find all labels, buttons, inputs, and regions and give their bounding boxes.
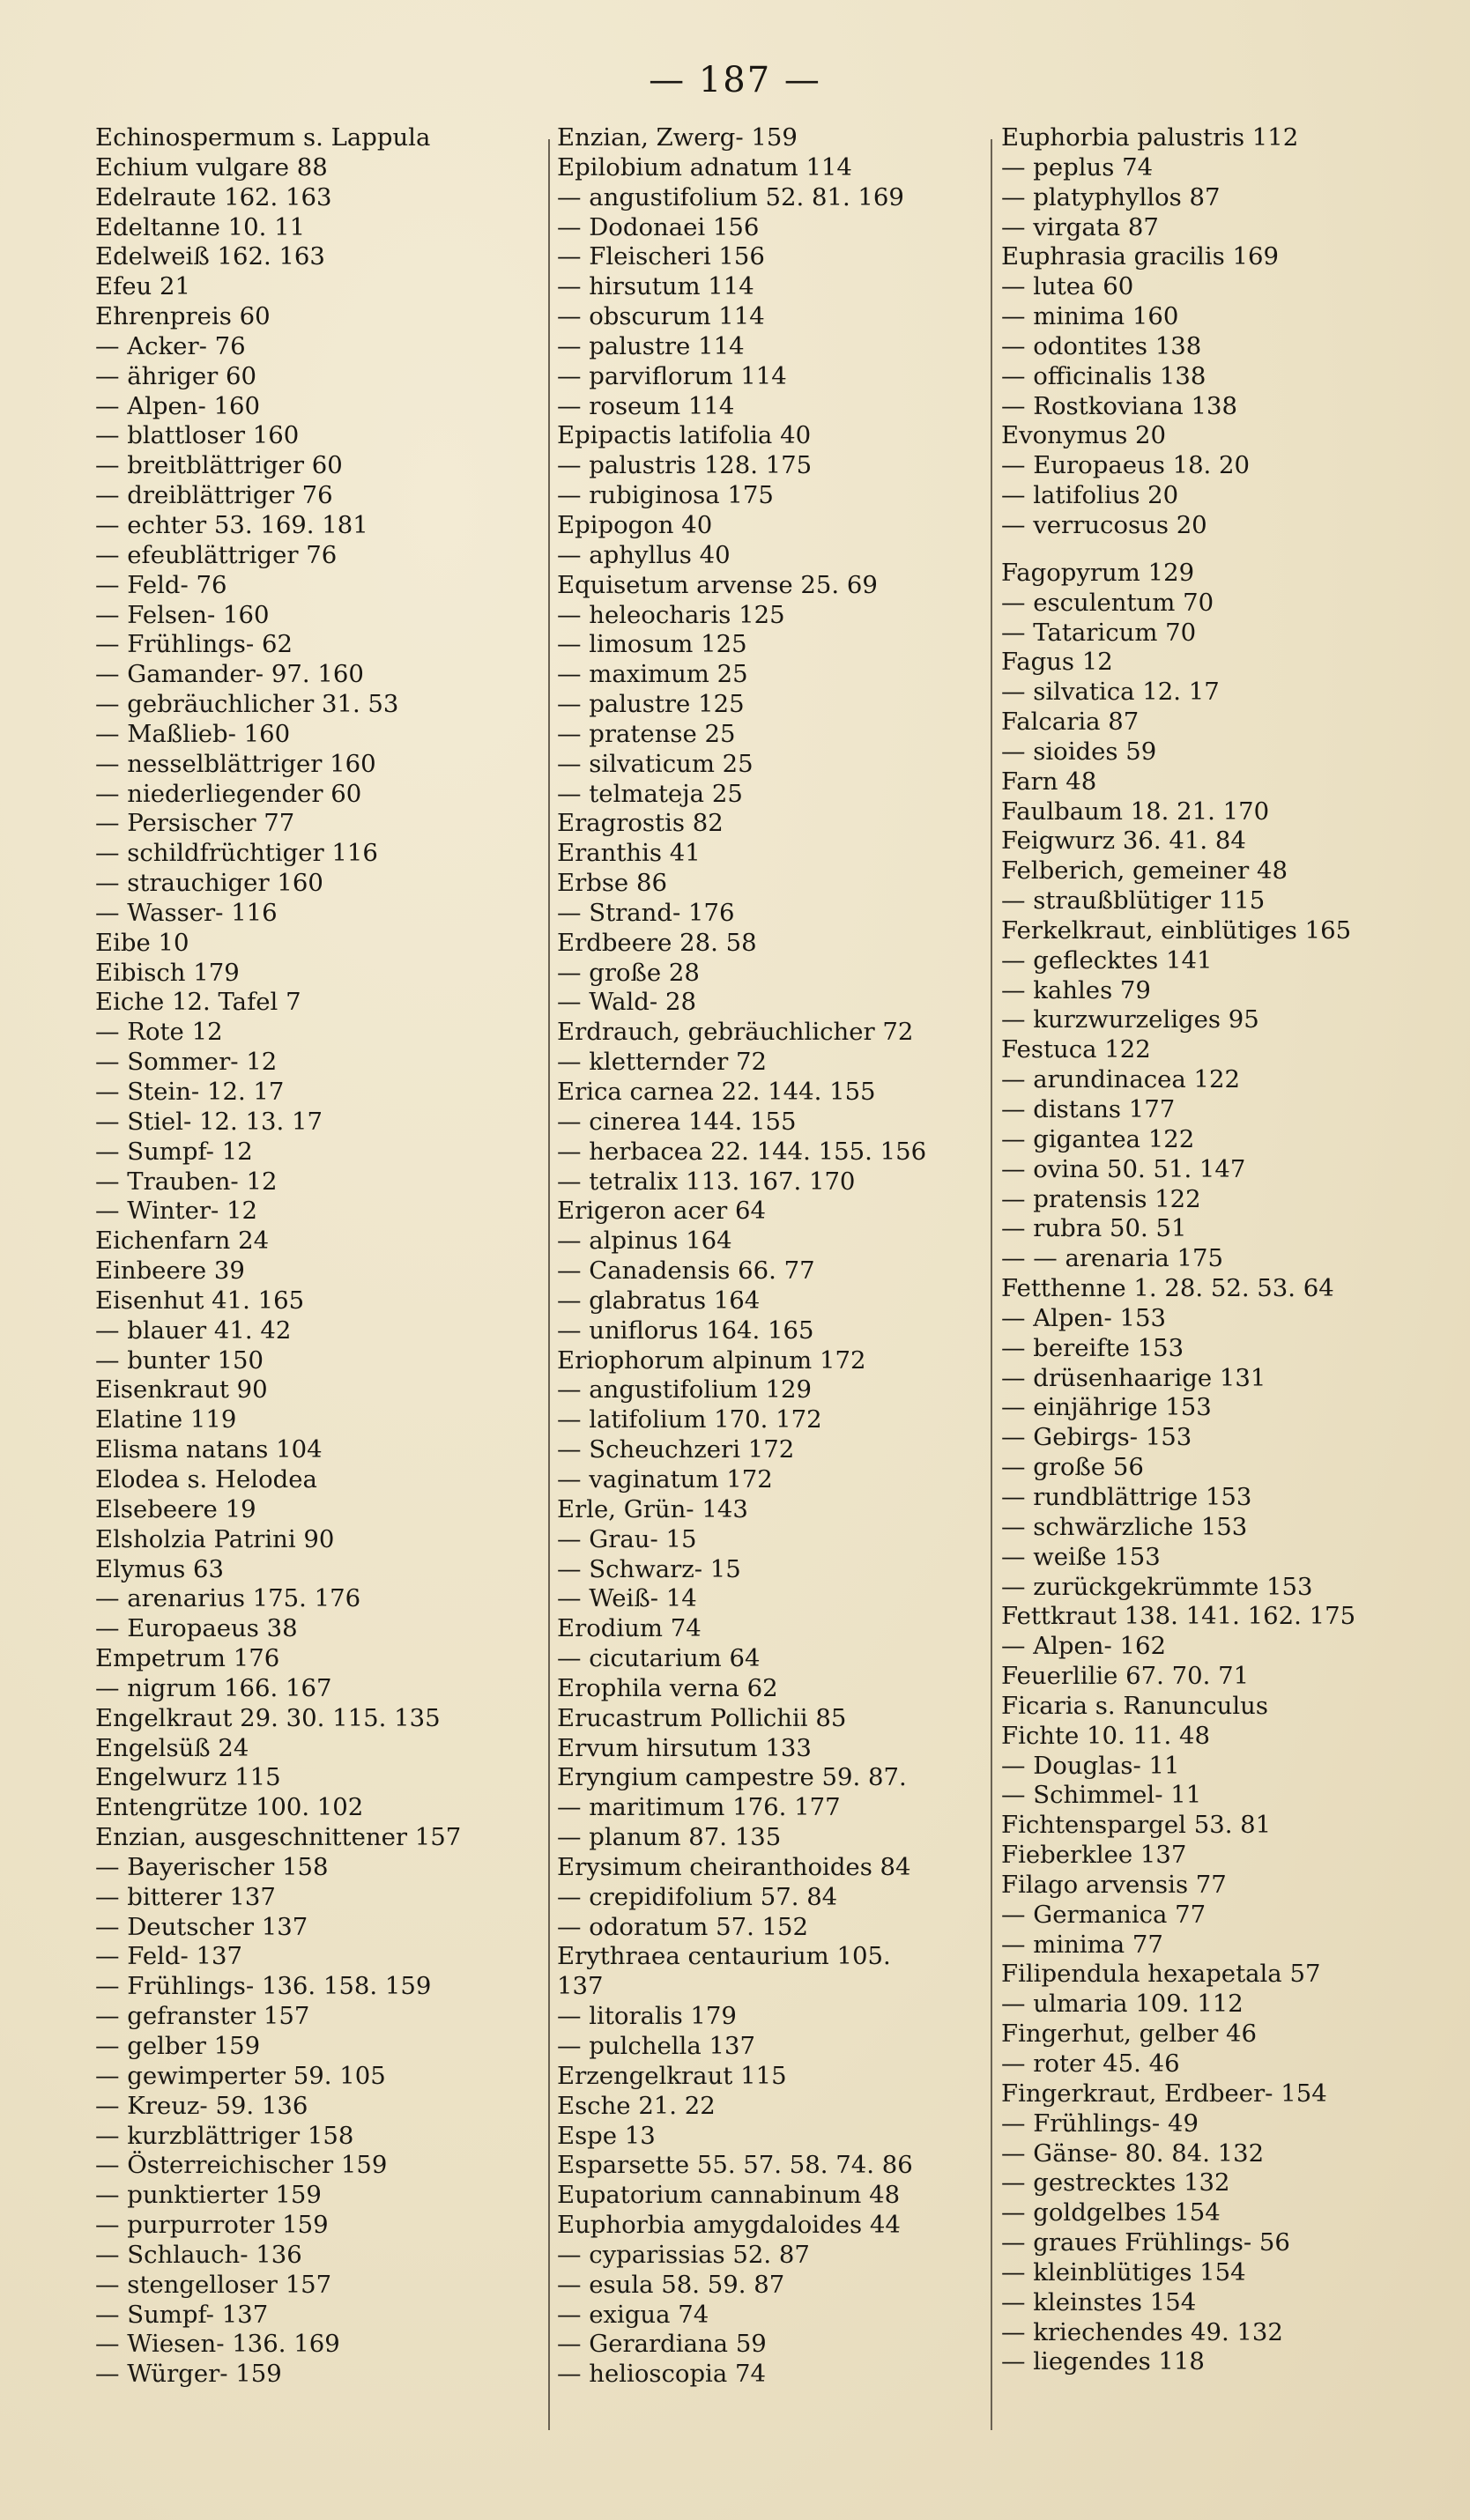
index-entry: — echter 53. 169. 181 [95, 510, 368, 539]
index-entry: — Alpen- 153 [1001, 1303, 1167, 1332]
index-entry: — Fleischeri 156 [557, 242, 765, 271]
index-entry: Faulbaum 18. 21. 170 [1001, 797, 1270, 826]
index-entry: — silvaticum 25 [557, 749, 754, 778]
index-entry: — distans 177 [1001, 1095, 1176, 1123]
index-entry: 137 [557, 1972, 604, 2001]
index-entry: — Sumpf- 12 [95, 1137, 253, 1166]
index-entry: — heleocharis 125 [557, 600, 785, 629]
index-entry: — silvatica 12. 17 [1001, 678, 1220, 707]
index-column-2 [557, 123, 998, 2390]
index-entry: — minima 77 [1001, 1930, 1163, 1959]
index-entry: Eiche 12. Tafel 7 [95, 988, 301, 1017]
index-entry: Esche 21. 22 [557, 2091, 716, 2120]
index-entry: Engelkraut 29. 30. 115. 135 [95, 1703, 441, 1732]
index-entry: — purpurroter 159 [95, 2211, 329, 2240]
index-entry: — maritimum 176. 177 [557, 1793, 841, 1822]
index-entry: — Douglas- 11 [1001, 1751, 1180, 1780]
index-entry: Eupatorium cannabinum 48 [557, 2181, 901, 2210]
index-entry: — tetralix 113. 167. 170 [557, 1167, 856, 1196]
index-entry: — exigua 74 [557, 2300, 709, 2329]
index-entry: — schwärzliche 153 [1001, 1512, 1248, 1541]
index-entry: — schildfrüchtiger 116 [95, 839, 378, 868]
index-entry: Entengrütze 100. 102 [95, 1793, 364, 1822]
index-entry: Feigwurz 36. 41. 84 [1001, 826, 1246, 856]
index-entry: — bitterer 137 [95, 1882, 276, 1911]
index-entry: — nigrum 166. 167 [95, 1673, 332, 1702]
index-entry: — gestrecktes 132 [1001, 2168, 1230, 2198]
index-entry: Fettkraut 138. 141. 162. 175 [1001, 1602, 1356, 1631]
index-entry: — herbacea 22. 144. 155. 156 [557, 1137, 927, 1166]
index-entry: Eibe 10 [95, 928, 189, 957]
index-entry: Edelweiß 162. 163 [95, 242, 325, 271]
index-entry: — Germanica 77 [1001, 1900, 1206, 1929]
index-entry: — Europaeus 38 [95, 1614, 298, 1643]
index-entry: Elsebeere 19 [95, 1494, 256, 1523]
index-entry: — arenarius 175. 176 [95, 1584, 361, 1613]
index-entry: Erigeron acer 64 [557, 1197, 766, 1226]
index-entry: — zurückgekrümmte 153 [1001, 1572, 1313, 1601]
index-entry: — rundblättrige 153 [1001, 1482, 1252, 1511]
index-entry: — esculentum 70 [1001, 588, 1214, 617]
index-entry: — obscurum 114 [557, 302, 765, 331]
index-entry: Elodea s. Helodea [95, 1464, 317, 1493]
index-entry: — Grau- 15 [557, 1524, 697, 1553]
index-entry: — große 28 [557, 958, 700, 987]
index-entry: Fagopyrum 129 [1001, 558, 1195, 587]
index-entry: — Kreuz- 59. 136 [95, 2091, 308, 2120]
index-entry: Fingerkraut, Erdbeer- 154 [1001, 2079, 1327, 2108]
index-entry: — Feld- 137 [95, 1942, 243, 1971]
index-entry: — nesselblättriger 160 [95, 749, 376, 778]
index-entry: — Gebirgs- 153 [1001, 1423, 1192, 1452]
index-entry: — Europaeus 18. 20 [1001, 451, 1251, 480]
page-number: — 187 — [649, 60, 821, 100]
index-entry: Ficaria s. Ranunculus [1001, 1691, 1268, 1720]
index-entry: — Würger- 159 [95, 2360, 282, 2389]
index-entry: — Canadensis 66. 77 [557, 1256, 815, 1286]
index-entry: Edelraute 162. 163 [95, 182, 332, 211]
index-entry: Erdrauch, gebräuchlicher 72 [557, 1018, 914, 1047]
index-entry: — ulmaria 109. 112 [1001, 1990, 1244, 2019]
index-entry: Elisma natans 104 [95, 1435, 323, 1464]
index-entry: Epipactis latifolia 40 [557, 421, 812, 450]
index-entry: — cinerea 144. 155 [557, 1107, 797, 1136]
index-entry: — peplus 74 [1001, 152, 1154, 182]
index-entry: — stengelloser 157 [95, 2270, 332, 2299]
index-entry: Esparsette 55. 57. 58. 74. 86 [557, 2151, 913, 2180]
index-entry: — Gänse- 80. 84. 132 [1001, 2138, 1265, 2168]
index-entry: — Stein- 12. 17 [95, 1078, 285, 1106]
index-entry: — dreiblättriger 76 [95, 481, 333, 510]
index-entry: Elsholzia Patrini 90 [95, 1524, 335, 1553]
index-entry: — litoralis 179 [557, 2002, 737, 2031]
index-entry: — gelber 159 [95, 2032, 261, 2060]
index-entry: Efeu 21 [95, 272, 190, 301]
index-entry: — ähriger 60 [95, 361, 257, 390]
index-entry: Espe 13 [557, 2121, 656, 2150]
index-entry: — roseum 114 [557, 391, 735, 420]
index-entry: Eranthis 41 [557, 839, 701, 868]
index-entry: — odoratum 57. 152 [557, 1912, 809, 1941]
index-entry: — crepidifolium 57. 84 [557, 1882, 838, 1911]
index-entry: Enzian, ausgeschnittener 157 [95, 1823, 462, 1852]
index-entry: — cyparissias 52. 87 [557, 2240, 810, 2269]
index-entry: Erdbeere 28. 58 [557, 928, 757, 957]
index-entry: Edeltanne 10. 11 [95, 212, 306, 241]
index-entry: — pratense 25 [557, 719, 736, 748]
index-entry: — helioscopia 74 [557, 2360, 766, 2389]
index-entry: — große 56 [1001, 1453, 1144, 1482]
index-entry: — gigantea 122 [1001, 1124, 1195, 1153]
index-entry: — planum 87. 135 [557, 1823, 782, 1852]
index-entry: Ervum hirsutum 133 [557, 1733, 812, 1762]
index-entry: Epilobium adnatum 114 [557, 152, 852, 182]
index-entry: — ovina 50. 51. 147 [1001, 1154, 1246, 1183]
index-entry: — hirsutum 114 [557, 272, 754, 301]
index-entry: — niederliegender 60 [95, 779, 362, 808]
index-entry: Erysimum cheiranthoides 84 [557, 1852, 911, 1881]
index-entry: — Schlauch- 136 [95, 2240, 302, 2269]
index-entry: — kleinstes 154 [1001, 2287, 1197, 2316]
index-entry: Evonymus 20 [1001, 421, 1167, 450]
index-entry: — kurzwurzeliges 95 [1001, 1005, 1259, 1034]
index-entry: — straußblütiger 115 [1001, 886, 1266, 915]
index-entry: — Bayerischer 158 [95, 1852, 329, 1881]
index-entry: Filipendula hexapetala 57 [1001, 1960, 1321, 1989]
index-entry: — — arenaria 175 [1001, 1244, 1223, 1273]
index-entry: — Maßlieb- 160 [95, 719, 291, 748]
index-entry: — Weiß- 14 [557, 1584, 697, 1613]
index-entry: — graues Frühlings- 56 [1001, 2228, 1290, 2257]
index-entry: Eisenkraut 90 [95, 1375, 268, 1405]
index-entry: Eibisch 179 [95, 958, 240, 987]
index-entry: — Dodonaei 156 [557, 212, 760, 241]
index-entry: Fingerhut, gelber 46 [1001, 2020, 1257, 2049]
index-entry: — breitblättriger 60 [95, 451, 343, 480]
index-entry: — kleinblütiges 154 [1001, 2257, 1246, 2287]
index-entry: Eichenfarn 24 [95, 1227, 270, 1256]
index-entry: — Frühlings- 49 [1001, 2109, 1199, 2138]
index-entry: Erodium 74 [557, 1614, 702, 1643]
index-entry: — bunter 150 [95, 1345, 264, 1375]
index-entry: — Gerardiana 59 [557, 2330, 767, 2359]
index-entry: Farn 48 [1001, 767, 1097, 796]
index-entry: — efeublättriger 76 [95, 540, 338, 569]
index-entry: — Deutscher 137 [95, 1912, 308, 1941]
index-entry: — Frühlings- 62 [95, 630, 293, 659]
index-entry: — maximum 25 [557, 660, 748, 689]
index-entry: — angustifolium 52. 81. 169 [557, 182, 904, 211]
index-entry: Eisenhut 41. 165 [95, 1286, 305, 1315]
index-column-1 [95, 123, 540, 2390]
index-entry: — einjährige 153 [1001, 1393, 1212, 1422]
index-entry: Erica carnea 22. 144. 155 [557, 1078, 876, 1106]
index-entry: — Stiel- 12. 13. 17 [95, 1107, 323, 1136]
index-entry: — Wald- 28 [557, 988, 696, 1017]
index-entry: — pratensis 122 [1001, 1184, 1201, 1213]
index-entry: Fichtenspargel 53. 81 [1001, 1811, 1272, 1840]
index-entry: Ehrenpreis 60 [95, 302, 271, 331]
index-entry: Eryngium campestre 59. 87. [557, 1763, 907, 1792]
index-entry: — Frühlings- 136. 158. 159 [95, 1972, 432, 2001]
index-entry: — verrucosus 20 [1001, 510, 1207, 539]
index-entry: — Wiesen- 136. 169 [95, 2330, 340, 2359]
index-entry: Echium vulgare 88 [95, 152, 328, 182]
index-entry: Fieberklee 137 [1001, 1841, 1187, 1870]
index-entry: — Österreichischer 159 [95, 2151, 388, 2180]
index-entry: — Rote 12 [95, 1018, 223, 1047]
index-entry: Eragrostis 82 [557, 809, 724, 838]
index-entry: — gefranster 157 [95, 2002, 310, 2031]
index-entry: — parviflorum 114 [557, 361, 787, 390]
index-entry: — aphyllus 40 [557, 540, 731, 569]
index-entry: — roter 45. 46 [1001, 2049, 1180, 2078]
index-entry: — alpinus 164 [557, 1227, 732, 1256]
index-entry: — Scheuchzeri 172 [557, 1435, 795, 1464]
index-entry: — minima 160 [1001, 302, 1179, 331]
index-entry: — arundinacea 122 [1001, 1065, 1241, 1094]
index-entry: — Persischer 77 [95, 809, 295, 838]
index-entry: — Feld- 76 [95, 570, 227, 599]
index-entry: — virgata 87 [1001, 212, 1159, 241]
index-entry: Eriophorum alpinum 172 [557, 1345, 866, 1375]
index-entry: — limosum 125 [557, 630, 747, 659]
index-entry: — bereifte 153 [1001, 1333, 1184, 1362]
index-entry: Euphrasia gracilis 169 [1001, 242, 1279, 271]
index-entry: Erle, Grün- 143 [557, 1494, 748, 1523]
index-entry: — Alpen- 162 [1001, 1632, 1167, 1661]
index-entry: Erucastrum Pollichii 85 [557, 1703, 847, 1732]
index-entry: — angustifolium 129 [557, 1375, 812, 1405]
index-entry: Equisetum arvense 25. 69 [557, 570, 878, 599]
index-entry: — vaginatum 172 [557, 1464, 773, 1493]
index-entry: Felberich, gemeiner 48 [1001, 856, 1288, 886]
index-entry: — punktierter 159 [95, 2181, 322, 2210]
index-entry: — pulchella 137 [557, 2032, 755, 2060]
index-entry: — uniflorus 164. 165 [557, 1316, 814, 1345]
index-entry: Euphorbia amygdaloides 44 [557, 2211, 901, 2240]
index-entry: Engelwurz 115 [95, 1763, 281, 1792]
index-entry: — Winter- 12 [95, 1197, 258, 1226]
index-entry: Engelsüß 24 [95, 1733, 249, 1762]
index-entry: — officinalis 138 [1001, 361, 1206, 390]
index-entry: — kriechendes 49. 132 [1001, 2317, 1283, 2346]
index-entry: — latifolius 20 [1001, 481, 1179, 510]
index-entry: Feuerlilie 67. 70. 71 [1001, 1662, 1250, 1691]
index-entry: Filago arvensis 77 [1001, 1870, 1227, 1899]
index-entry: Enzian, Zwerg- 159 [557, 123, 798, 152]
index-entry: Erophila verna 62 [557, 1673, 778, 1702]
index-entry: Erzengelkraut 115 [557, 2061, 787, 2090]
index-entry: — latifolium 170. 172 [557, 1405, 822, 1434]
index-entry: — odontites 138 [1001, 331, 1202, 360]
index-entry: — esula 58. 59. 87 [557, 2270, 785, 2299]
index-entry: — Gamander- 97. 160 [95, 660, 364, 689]
index-entry: Elymus 63 [95, 1554, 225, 1583]
index-entry: Empetrum 176 [95, 1644, 280, 1673]
index-entry: — gewimperter 59. 105 [95, 2061, 386, 2090]
index-entry: — Sumpf- 137 [95, 2300, 269, 2329]
index-entry: — gebräuchlicher 31. 53 [95, 690, 399, 719]
index-entry: Echinospermum s. Lappula [95, 123, 431, 152]
index-entry: — platyphyllos 87 [1001, 182, 1221, 211]
index-entry: Erythraea centaurium 105. [557, 1942, 891, 1971]
index-entry: Elatine 119 [95, 1405, 237, 1434]
index-entry: — weiße 153 [1001, 1542, 1161, 1571]
index-entry: — goldgelbes 154 [1001, 2198, 1221, 2227]
index-entry: Ferkelkraut, einblütiges 165 [1001, 915, 1352, 945]
index-entry: — palustre 114 [557, 331, 745, 360]
index-entry: — Acker- 76 [95, 331, 246, 360]
index-entry: — Trauben- 12 [95, 1167, 278, 1196]
index-entry: Falcaria 87 [1001, 708, 1140, 737]
index-entry: — Alpen- 160 [95, 391, 261, 420]
index-entry: — Rostkoviana 138 [1001, 391, 1237, 420]
index-entry: — Strand- 176 [557, 898, 735, 927]
index-entry: Fetthenne 1. 28. 52. 53. 64 [1001, 1274, 1334, 1303]
index-entry: — geflecktes 141 [1001, 945, 1213, 975]
index-entry: — telmateja 25 [557, 779, 743, 808]
index-entry: Einbeere 39 [95, 1256, 245, 1286]
index-entry: Fichte 10. 11. 48 [1001, 1721, 1210, 1750]
index-entry: Festuca 122 [1001, 1035, 1151, 1064]
index-entry: — glabratus 164 [557, 1286, 761, 1315]
index-entry: — Schimmel- 11 [1001, 1781, 1202, 1810]
index-entry: — drüsenhaarige 131 [1001, 1363, 1266, 1392]
index-entry: — blattloser 160 [95, 421, 300, 450]
index-entry: — rubra 50. 51 [1001, 1214, 1187, 1243]
index-entry: — Felsen- 160 [95, 600, 270, 629]
index-entry: — Schwarz- 15 [557, 1554, 741, 1583]
index-column-3 [1001, 123, 1451, 2377]
index-entry: — Wasser- 116 [95, 898, 278, 927]
index-entry: — palustre 125 [557, 690, 745, 719]
column-divider [548, 139, 550, 2430]
index-entry: — liegendes 118 [1001, 2347, 1205, 2376]
index-entry: — kahles 79 [1001, 975, 1151, 1004]
index-entry: — cicutarium 64 [557, 1644, 761, 1673]
index-entry: — Sommer- 12 [95, 1048, 278, 1077]
index-entry: Euphorbia palustris 112 [1001, 123, 1299, 152]
index-entry: — sioides 59 [1001, 737, 1157, 766]
index-entry: — Tataricum 70 [1001, 618, 1197, 647]
index-entry: Fagus 12 [1001, 648, 1113, 677]
index-entry: Epipogon 40 [557, 510, 713, 539]
index-entry: Erbse 86 [557, 869, 667, 898]
index-entry: — kurzblättriger 158 [95, 2121, 354, 2150]
index-entry: — strauchiger 160 [95, 869, 323, 898]
index-entry: — rubiginosa 175 [557, 481, 774, 510]
index-entry: — lutea 60 [1001, 272, 1134, 301]
index-entry: — palustris 128. 175 [557, 451, 813, 480]
index-entry: — blauer 41. 42 [95, 1316, 292, 1345]
index-entry: — kletternder 72 [557, 1048, 767, 1077]
